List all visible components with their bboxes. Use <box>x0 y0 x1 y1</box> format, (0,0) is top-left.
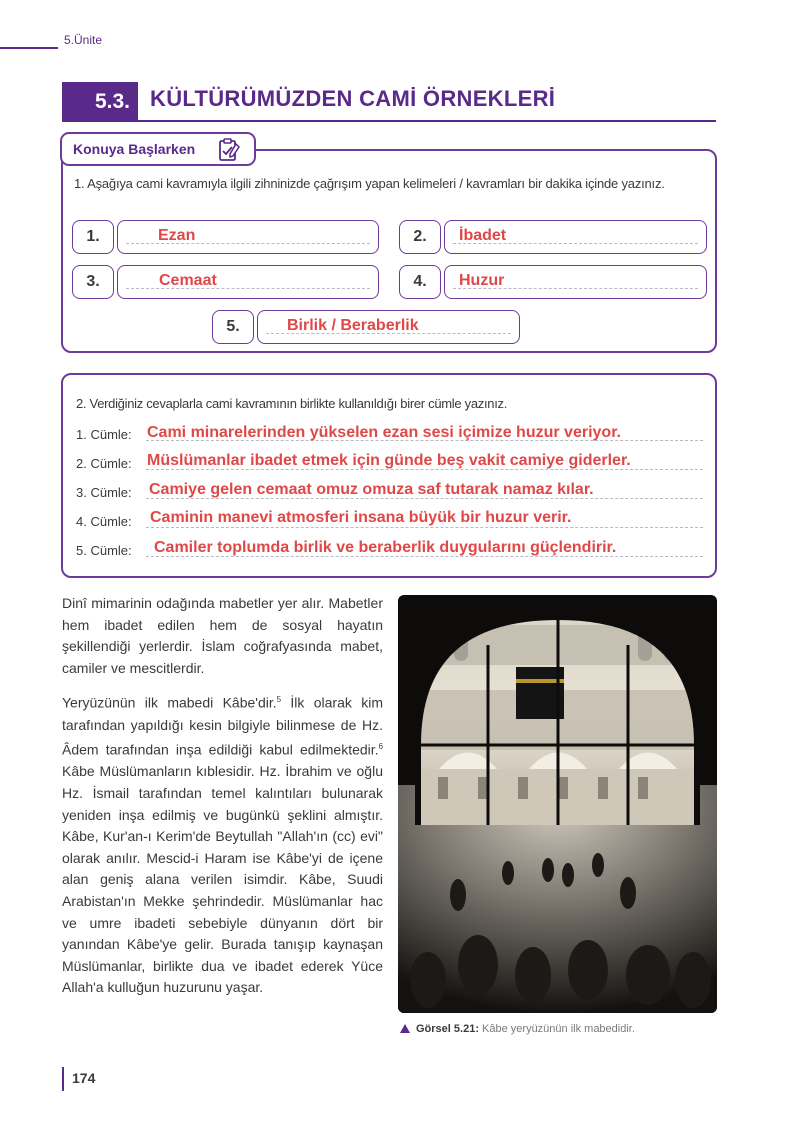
unit-label: 5.Ünite <box>64 33 103 47</box>
activity-tab <box>60 132 256 166</box>
sentence-answer-5[interactable]: Camiler toplumda birlik ve beraberlik duygularını güçlendirir. <box>154 539 617 556</box>
sentence-label-4: 4. Cümle: <box>76 514 132 529</box>
answer-text-3: Cemaat <box>159 272 217 289</box>
sentence-label-1: 1. Cümle: <box>76 427 132 442</box>
unit-rule <box>0 47 58 49</box>
caption-triangle-icon <box>400 1024 410 1033</box>
answer-field-4[interactable] <box>444 265 707 299</box>
activity-tab-label: Konuya Başlarken <box>73 141 196 157</box>
caption-label: Görsel 5.21: <box>416 1023 479 1035</box>
sentence-answer-4[interactable]: Caminin manevi atmosferi insana büyük bir huzur verir. <box>150 509 572 526</box>
question-1: 1. Aşağıya cami kavramıyla ilgili zihninizde çağrışım yapan kelimeleri / kavramları bir dakika içinde yazınız. <box>74 176 665 191</box>
answer-field-1[interactable] <box>117 220 379 254</box>
clipboard-check-icon <box>216 137 242 163</box>
section-title: KÜLTÜRÜMÜZDEN CAMİ ÖRNEKLERİ <box>150 86 556 111</box>
sentence-label-3: 3. Cümle: <box>76 485 132 500</box>
answer-number-1: 1. <box>72 220 114 254</box>
paragraph-2 <box>62 689 383 999</box>
answer-number-5: 5. <box>212 310 254 344</box>
paragraph-2-text-c: Kâbe Müslümanların kıblesidir. Hz. İbrahim ve oğlu Hz. İsmail tarafından temel kalıntıları bulunarak yeniden inşa edilmiş ve bugünkü şeklini almıştır. Kâbe, Kur'an-ı Kerim'de Beytullah "Allah'ın (cc) evi" olarak anılır. Mescid-i Haram ise Kâbe'yi de içene alan geniş alana verilen isimdir. Kâbe, Suudi Arabistan'ın Mekke şehrindedir. Müslümanlar hac ve umre ibadeti sebebiyle dünyanın dört bir yanından Kâbe'ye gelir. Burada tanışıp kaynaşan Müslümanlar, birlikte dua ve ibadet ederek Yüce Allah'a kulluğun huzurunu yaşar. <box>62 763 383 996</box>
answer-number-2: 2. <box>399 220 441 254</box>
answer-field-5[interactable] <box>257 310 520 344</box>
answer-text-2: İbadet <box>459 227 507 244</box>
sentence-answer-1[interactable]: Cami minarelerinden yükselen ezan sesi içimize huzur veriyor. <box>147 424 621 441</box>
sentence-line <box>146 527 703 528</box>
section-number: 5.3. <box>62 82 138 122</box>
paragraph-2-text-b: İlk olarak kim tarafından yapıldığı kesin bilgiyle bilinmese de Hz. Âdem tarafından inşa edildiği kabul edilmektedir. <box>62 695 383 758</box>
answer-field-3[interactable] <box>117 265 379 299</box>
sentence-label-2: 2. Cümle: <box>76 456 132 471</box>
kaaba-photo <box>398 595 717 1013</box>
paragraph-2-text-a: Yeryüzünün ilk mabedi Kâbe'dir. <box>62 695 277 712</box>
body-text <box>62 593 383 1009</box>
answer-number-3: 3. <box>72 265 114 299</box>
figure-caption <box>400 1023 635 1035</box>
sentence-answer-3[interactable]: Camiye gelen cemaat omuz omuza saf tutarak namaz kılar. <box>149 481 594 498</box>
footnote-ref-5: 5 <box>276 695 282 705</box>
sentence-label-5: 5. Cümle: <box>76 543 132 558</box>
answer-text-4: Huzur <box>459 272 505 289</box>
paragraph-1-text: Dinî mimarinin odağında mabetler yer alır. Mabetler hem ibadet edilen hem de sosyal hayatın şekillendiği yerlerdir. İslam coğrafyasında mabet, camiler ve mescitlerdir. <box>62 595 383 676</box>
footnote-ref-6: 6 <box>378 742 383 752</box>
section-rule <box>138 120 716 122</box>
page-number-bar <box>62 1067 64 1091</box>
page-number: 174 <box>72 1070 96 1086</box>
answer-text-1: Ezan <box>158 227 196 244</box>
answer-number-4: 4. <box>399 265 441 299</box>
paragraph-1 <box>62 593 383 679</box>
sentence-answer-2[interactable]: Müslümanlar ibadet etmek için günde beş vakit camiye giderler. <box>147 452 631 469</box>
answer-text-5: Birlik / Beraberlik <box>287 317 419 334</box>
answer-field-2[interactable] <box>444 220 707 254</box>
kaaba-illustration <box>398 595 717 1013</box>
question-2: 2. Verdiğiniz cevaplarla cami kavramının birlikte kullanıldığı birer cümle yazınız. <box>76 396 508 411</box>
caption-text: Kâbe yeryüzünün ilk mabedidir. <box>478 1023 635 1035</box>
